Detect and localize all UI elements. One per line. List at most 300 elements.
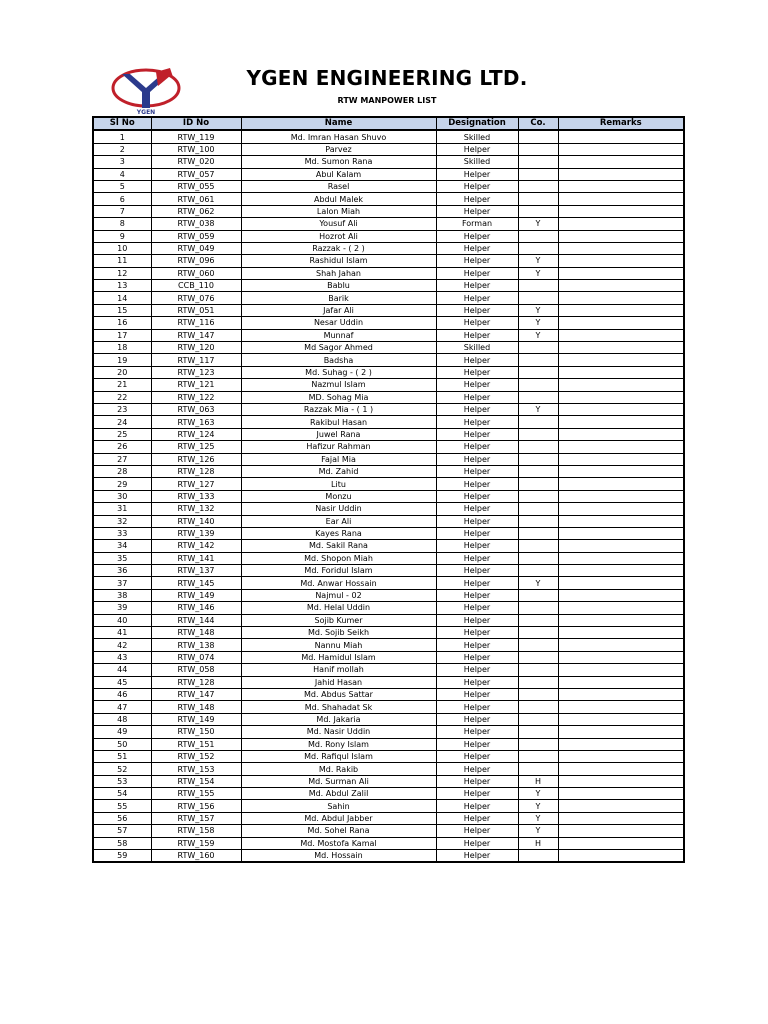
cell-remarks — [558, 428, 684, 440]
table-row — [93, 218, 684, 230]
table-row — [93, 577, 684, 589]
cell-id-no: RTW_051 — [151, 304, 241, 316]
cell-sl-no: 35 — [93, 552, 151, 564]
cell-co — [518, 441, 558, 453]
cell-co — [518, 676, 558, 688]
cell-id-no: RTW_147 — [151, 688, 241, 700]
table-row — [93, 403, 684, 415]
cell-remarks — [558, 230, 684, 242]
cell-sl-no: 20 — [93, 366, 151, 378]
cell-id-no: RTW_163 — [151, 416, 241, 428]
cell-co — [518, 503, 558, 515]
cell-remarks — [558, 329, 684, 341]
cell-co — [518, 713, 558, 725]
cell-name: Md. Sojib Seikh — [241, 627, 436, 639]
cell-co: Y — [518, 255, 558, 267]
cell-remarks — [558, 317, 684, 329]
column-header-co: Co. — [518, 117, 558, 130]
cell-co — [518, 639, 558, 651]
cell-designation: Helper — [436, 490, 518, 502]
cell-id-no: RTW_121 — [151, 379, 241, 391]
cell-remarks — [558, 688, 684, 700]
cell-co: Y — [518, 317, 558, 329]
cell-sl-no: 14 — [93, 292, 151, 304]
table-row — [93, 750, 684, 762]
table-row — [93, 441, 684, 453]
cell-sl-no: 6 — [93, 193, 151, 205]
cell-sl-no: 3 — [93, 156, 151, 168]
cell-sl-no: 58 — [93, 837, 151, 849]
cell-name: Sahin — [241, 800, 436, 812]
cell-name: Lalon Miah — [241, 205, 436, 217]
cell-id-no: RTW_058 — [151, 664, 241, 676]
cell-sl-no: 19 — [93, 354, 151, 366]
cell-remarks — [558, 218, 684, 230]
cell-designation: Helper — [436, 540, 518, 552]
table-row — [93, 850, 684, 863]
table-row — [93, 713, 684, 725]
table-row — [93, 143, 684, 155]
cell-co — [518, 428, 558, 440]
cell-designation: Helper — [436, 379, 518, 391]
table-row — [93, 701, 684, 713]
table-header-row — [93, 117, 684, 130]
table-row — [93, 130, 684, 143]
cell-name: Md. Abdus Sattar — [241, 688, 436, 700]
cell-name: Md. Nasir Uddin — [241, 726, 436, 738]
table-row — [93, 242, 684, 254]
cell-id-no: RTW_055 — [151, 180, 241, 192]
cell-co: Y — [518, 403, 558, 415]
cell-co — [518, 651, 558, 663]
table-row — [93, 391, 684, 403]
cell-remarks — [558, 465, 684, 477]
cell-remarks — [558, 812, 684, 824]
cell-remarks — [558, 441, 684, 453]
table-row — [93, 416, 684, 428]
cell-designation: Helper — [436, 317, 518, 329]
cell-designation: Helper — [436, 391, 518, 403]
cell-co — [518, 354, 558, 366]
cell-remarks — [558, 738, 684, 750]
cell-id-no: RTW_154 — [151, 775, 241, 787]
cell-id-no: RTW_157 — [151, 812, 241, 824]
cell-sl-no: 25 — [93, 428, 151, 440]
cell-sl-no: 32 — [93, 515, 151, 527]
cell-name: Md. Rakib — [241, 763, 436, 775]
cell-designation: Helper — [436, 763, 518, 775]
cell-designation: Helper — [436, 602, 518, 614]
cell-remarks — [558, 342, 684, 354]
cell-sl-no: 45 — [93, 676, 151, 688]
cell-id-no: RTW_059 — [151, 230, 241, 242]
cell-designation: Forman — [436, 218, 518, 230]
cell-sl-no: 33 — [93, 527, 151, 539]
cell-remarks — [558, 602, 684, 614]
cell-designation: Helper — [436, 168, 518, 180]
table-row — [93, 527, 684, 539]
cell-designation: Helper — [436, 701, 518, 713]
table-row — [93, 565, 684, 577]
cell-id-no: RTW_142 — [151, 540, 241, 552]
cell-remarks — [558, 292, 684, 304]
column-header-name: Name — [241, 117, 436, 130]
cell-name: Parvez — [241, 143, 436, 155]
cell-co — [518, 602, 558, 614]
cell-designation: Helper — [436, 651, 518, 663]
cell-designation: Helper — [436, 750, 518, 762]
cell-co — [518, 168, 558, 180]
cell-co — [518, 143, 558, 155]
cell-name: Rashidul Islam — [241, 255, 436, 267]
cell-sl-no: 31 — [93, 503, 151, 515]
cell-co — [518, 242, 558, 254]
cell-name: Md. Hossain — [241, 850, 436, 863]
cell-name: Md. Shahadat Sk — [241, 701, 436, 713]
cell-designation: Helper — [436, 503, 518, 515]
column-header-remarks: Remarks — [558, 117, 684, 130]
cell-designation: Helper — [436, 850, 518, 863]
table-row — [93, 465, 684, 477]
table-row — [93, 800, 684, 812]
cell-co: Y — [518, 825, 558, 837]
cell-name: Yousuf Ali — [241, 218, 436, 230]
cell-sl-no: 28 — [93, 465, 151, 477]
cell-designation: Helper — [436, 193, 518, 205]
table-row — [93, 304, 684, 316]
cell-name: Juwel Rana — [241, 428, 436, 440]
cell-id-no: RTW_140 — [151, 515, 241, 527]
table-row — [93, 478, 684, 490]
cell-name: Najmul - 02 — [241, 589, 436, 601]
cell-co: Y — [518, 329, 558, 341]
cell-name: Md. Foridul Islam — [241, 565, 436, 577]
cell-co: Y — [518, 788, 558, 800]
cell-designation: Helper — [436, 478, 518, 490]
cell-remarks — [558, 565, 684, 577]
cell-co: Y — [518, 800, 558, 812]
cell-remarks — [558, 242, 684, 254]
cell-name: Jafar Ali — [241, 304, 436, 316]
cell-co: H — [518, 837, 558, 849]
cell-name: Nannu Miah — [241, 639, 436, 651]
cell-id-no: RTW_119 — [151, 130, 241, 143]
cell-remarks — [558, 515, 684, 527]
cell-id-no: RTW_020 — [151, 156, 241, 168]
cell-id-no: RTW_151 — [151, 738, 241, 750]
cell-name: Md Sagor Ahmed — [241, 342, 436, 354]
cell-id-no: RTW_074 — [151, 651, 241, 663]
cell-sl-no: 56 — [93, 812, 151, 824]
cell-id-no: RTW_060 — [151, 267, 241, 279]
table-row — [93, 825, 684, 837]
cell-co: Y — [518, 812, 558, 824]
cell-sl-no: 27 — [93, 453, 151, 465]
cell-co — [518, 478, 558, 490]
cell-name: Bablu — [241, 280, 436, 292]
cell-name: Md. Abdul Zalil — [241, 788, 436, 800]
cell-id-no: RTW_156 — [151, 800, 241, 812]
cell-remarks — [558, 552, 684, 564]
cell-sl-no: 23 — [93, 403, 151, 415]
cell-name: Rasel — [241, 180, 436, 192]
cell-id-no: RTW_144 — [151, 614, 241, 626]
cell-id-no: RTW_125 — [151, 441, 241, 453]
table-row — [93, 738, 684, 750]
cell-remarks — [558, 143, 684, 155]
cell-sl-no: 18 — [93, 342, 151, 354]
cell-designation: Skilled — [436, 130, 518, 143]
cell-name: Md. Imran Hasan Shuvo — [241, 130, 436, 143]
cell-sl-no: 34 — [93, 540, 151, 552]
cell-sl-no: 43 — [93, 651, 151, 663]
cell-co — [518, 366, 558, 378]
cell-designation: Helper — [436, 304, 518, 316]
cell-remarks — [558, 391, 684, 403]
cell-name: Md. Helal Uddin — [241, 602, 436, 614]
cell-designation: Helper — [436, 205, 518, 217]
cell-id-no: RTW_158 — [151, 825, 241, 837]
cell-sl-no: 50 — [93, 738, 151, 750]
cell-name: Ear Ali — [241, 515, 436, 527]
cell-sl-no: 46 — [93, 688, 151, 700]
cell-designation: Helper — [436, 800, 518, 812]
cell-sl-no: 36 — [93, 565, 151, 577]
table-row — [93, 267, 684, 279]
cell-designation: Helper — [436, 589, 518, 601]
cell-id-no: RTW_138 — [151, 639, 241, 651]
cell-remarks — [558, 416, 684, 428]
cell-name: Barik — [241, 292, 436, 304]
cell-name: Fajal Mia — [241, 453, 436, 465]
cell-sl-no: 8 — [93, 218, 151, 230]
cell-id-no: RTW_127 — [151, 478, 241, 490]
cell-sl-no: 41 — [93, 627, 151, 639]
cell-id-no: RTW_038 — [151, 218, 241, 230]
table-row — [93, 651, 684, 663]
cell-sl-no: 13 — [93, 280, 151, 292]
table-row — [93, 589, 684, 601]
cell-designation: Skilled — [436, 342, 518, 354]
cell-co — [518, 280, 558, 292]
cell-designation: Helper — [436, 664, 518, 676]
cell-id-no: RTW_057 — [151, 168, 241, 180]
cell-designation: Helper — [436, 515, 518, 527]
table-row — [93, 788, 684, 800]
table-row — [93, 453, 684, 465]
manpower-table — [92, 116, 685, 863]
cell-id-no: RTW_148 — [151, 701, 241, 713]
cell-sl-no: 42 — [93, 639, 151, 651]
cell-remarks — [558, 664, 684, 676]
cell-name: Nasir Uddin — [241, 503, 436, 515]
cell-sl-no: 11 — [93, 255, 151, 267]
cell-name: Hafizur Rahman — [241, 441, 436, 453]
table-row — [93, 775, 684, 787]
cell-co — [518, 850, 558, 863]
cell-id-no: RTW_061 — [151, 193, 241, 205]
cell-co: Y — [518, 304, 558, 316]
cell-co — [518, 205, 558, 217]
table-row — [93, 726, 684, 738]
cell-name: Rakibul Hasan — [241, 416, 436, 428]
cell-co — [518, 527, 558, 539]
cell-designation: Helper — [436, 676, 518, 688]
cell-co — [518, 490, 558, 502]
cell-sl-no: 49 — [93, 726, 151, 738]
table-row — [93, 193, 684, 205]
table-row — [93, 230, 684, 242]
cell-remarks — [558, 180, 684, 192]
cell-sl-no: 51 — [93, 750, 151, 762]
cell-name: Hanif mollah — [241, 664, 436, 676]
column-header-id-no: ID No — [151, 117, 241, 130]
table-row — [93, 614, 684, 626]
table-row — [93, 354, 684, 366]
cell-sl-no: 5 — [93, 180, 151, 192]
table-row — [93, 602, 684, 614]
cell-remarks — [558, 763, 684, 775]
table-row — [93, 515, 684, 527]
cell-id-no: RTW_122 — [151, 391, 241, 403]
cell-sl-no: 1 — [93, 130, 151, 143]
cell-co — [518, 391, 558, 403]
cell-remarks — [558, 255, 684, 267]
cell-id-no: RTW_132 — [151, 503, 241, 515]
cell-remarks — [558, 676, 684, 688]
cell-remarks — [558, 540, 684, 552]
cell-id-no: RTW_149 — [151, 713, 241, 725]
cell-sl-no: 22 — [93, 391, 151, 403]
cell-name: Md. Suhag - ( 2 ) — [241, 366, 436, 378]
cell-designation: Helper — [436, 565, 518, 577]
table-row — [93, 280, 684, 292]
cell-id-no: RTW_063 — [151, 403, 241, 415]
cell-id-no: RTW_123 — [151, 366, 241, 378]
cell-sl-no: 59 — [93, 850, 151, 863]
cell-name: Md. Mostofa Kamal — [241, 837, 436, 849]
cell-sl-no: 2 — [93, 143, 151, 155]
table-row — [93, 763, 684, 775]
cell-sl-no: 15 — [93, 304, 151, 316]
cell-sl-no: 12 — [93, 267, 151, 279]
cell-sl-no: 54 — [93, 788, 151, 800]
table-row — [93, 292, 684, 304]
cell-sl-no: 40 — [93, 614, 151, 626]
table-row — [93, 812, 684, 824]
table-row — [93, 366, 684, 378]
cell-co — [518, 701, 558, 713]
cell-designation: Helper — [436, 639, 518, 651]
cell-co — [518, 763, 558, 775]
cell-remarks — [558, 577, 684, 589]
cell-designation: Helper — [436, 143, 518, 155]
cell-sl-no: 57 — [93, 825, 151, 837]
cell-remarks — [558, 156, 684, 168]
cell-id-no: RTW_096 — [151, 255, 241, 267]
cell-name: Razzak - ( 2 ) — [241, 242, 436, 254]
cell-id-no: RTW_133 — [151, 490, 241, 502]
cell-remarks — [558, 651, 684, 663]
cell-remarks — [558, 775, 684, 787]
cell-name: Razzak Mia - ( 1 ) — [241, 403, 436, 415]
cell-remarks — [558, 750, 684, 762]
cell-co — [518, 664, 558, 676]
cell-id-no: RTW_160 — [151, 850, 241, 863]
cell-co — [518, 292, 558, 304]
cell-co — [518, 688, 558, 700]
cell-designation: Helper — [436, 527, 518, 539]
cell-remarks — [558, 453, 684, 465]
cell-sl-no: 26 — [93, 441, 151, 453]
table-row — [93, 664, 684, 676]
table-row — [93, 540, 684, 552]
cell-designation: Helper — [436, 465, 518, 477]
cell-id-no: RTW_153 — [151, 763, 241, 775]
column-header-designation: Designation — [436, 117, 518, 130]
cell-sl-no: 16 — [93, 317, 151, 329]
cell-sl-no: 53 — [93, 775, 151, 787]
table-row — [93, 627, 684, 639]
table-row — [93, 639, 684, 651]
cell-id-no: RTW_116 — [151, 317, 241, 329]
cell-sl-no: 10 — [93, 242, 151, 254]
cell-remarks — [558, 837, 684, 849]
cell-name: Monzu — [241, 490, 436, 502]
cell-name: Md. Sohel Rana — [241, 825, 436, 837]
cell-remarks — [558, 639, 684, 651]
cell-name: Md. Anwar Hossain — [241, 577, 436, 589]
cell-name: Shah Jahan — [241, 267, 436, 279]
cell-designation: Helper — [436, 255, 518, 267]
cell-remarks — [558, 280, 684, 292]
cell-sl-no: 37 — [93, 577, 151, 589]
cell-designation: Helper — [436, 403, 518, 415]
cell-remarks — [558, 366, 684, 378]
cell-co — [518, 465, 558, 477]
cell-name: Jahid Hasan — [241, 676, 436, 688]
table-row — [93, 329, 684, 341]
cell-id-no: CCB_110 — [151, 280, 241, 292]
cell-id-no: RTW_141 — [151, 552, 241, 564]
table-row — [93, 676, 684, 688]
cell-designation: Helper — [436, 726, 518, 738]
cell-designation: Helper — [436, 825, 518, 837]
table-row — [93, 688, 684, 700]
table-row — [93, 503, 684, 515]
cell-name: Kayes Rana — [241, 527, 436, 539]
cell-sl-no: 7 — [93, 205, 151, 217]
cell-sl-no: 38 — [93, 589, 151, 601]
cell-name: Munnaf — [241, 329, 436, 341]
cell-remarks — [558, 701, 684, 713]
table-row — [93, 379, 684, 391]
cell-name: Md. Rony Islam — [241, 738, 436, 750]
cell-designation: Helper — [436, 775, 518, 787]
cell-co: Y — [518, 577, 558, 589]
cell-remarks — [558, 354, 684, 366]
cell-name: Litu — [241, 478, 436, 490]
cell-id-no: RTW_145 — [151, 577, 241, 589]
cell-co — [518, 750, 558, 762]
cell-name: Sojib Kumer — [241, 614, 436, 626]
cell-name: Abul Kalam — [241, 168, 436, 180]
cell-co: H — [518, 775, 558, 787]
cell-name: Md. Rafiqul Islam — [241, 750, 436, 762]
cell-co — [518, 552, 558, 564]
cell-remarks — [558, 614, 684, 626]
cell-co — [518, 627, 558, 639]
